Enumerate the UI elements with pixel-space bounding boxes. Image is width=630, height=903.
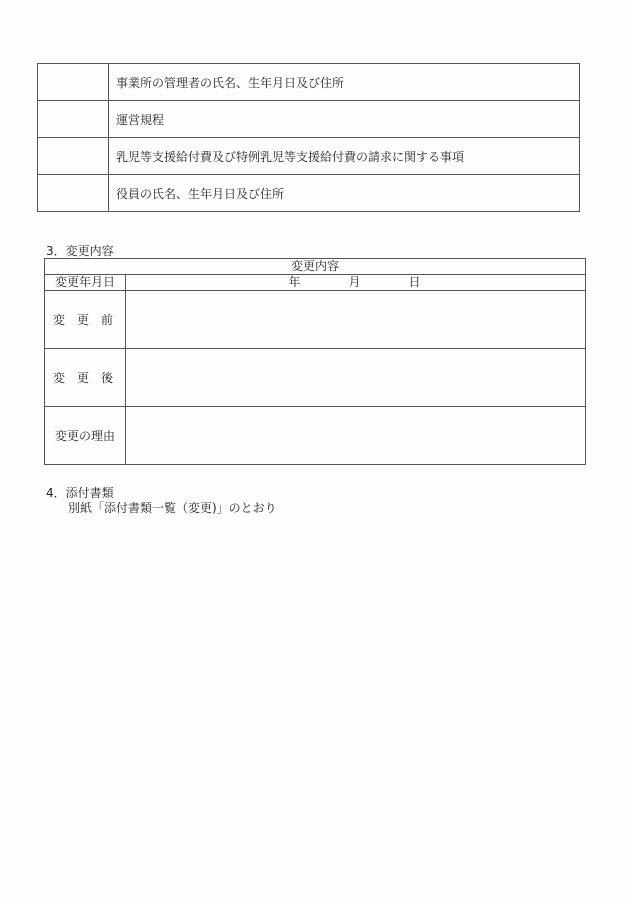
change-date-label: 変更年月日	[45, 275, 126, 291]
month-label: 月	[348, 275, 361, 289]
table-row	[38, 64, 580, 101]
checkbox-cell[interactable]	[38, 175, 109, 212]
table-row	[38, 175, 580, 212]
item-label: 乳児等支援給付費及び特例乳児等支援給付費の請求に関する事項	[109, 138, 580, 175]
table-header: 変更内容	[45, 259, 586, 275]
after-label: 変更後	[45, 349, 126, 407]
checkbox-cell[interactable]	[38, 138, 109, 175]
table-row	[38, 138, 580, 175]
after-field[interactable]	[126, 349, 586, 407]
before-field[interactable]	[126, 291, 586, 349]
table-row	[38, 101, 580, 138]
checkbox-cell[interactable]	[38, 101, 109, 138]
before-label: 変更前	[45, 291, 126, 349]
attachments-note: 別紙「添付書類一覧（変更)」のとおり	[68, 501, 277, 515]
change-date-field[interactable]	[126, 275, 586, 291]
checkbox-cell[interactable]	[38, 64, 109, 101]
section-3-heading: 3．変更内容	[46, 244, 114, 258]
reason-label: 変更の理由	[45, 407, 126, 465]
day-label: 日	[408, 275, 421, 289]
section-4-heading: 4．添付書類	[46, 486, 114, 500]
item-label: 運営規程	[109, 101, 580, 138]
change-items-table	[37, 63, 580, 212]
reason-field[interactable]	[126, 407, 586, 465]
item-label: 事業所の管理者の氏名、生年月日及び住所	[109, 64, 580, 101]
item-label: 役員の氏名、生年月日及び住所	[109, 175, 580, 212]
year-label: 年	[288, 275, 301, 289]
change-content-table	[44, 258, 586, 465]
